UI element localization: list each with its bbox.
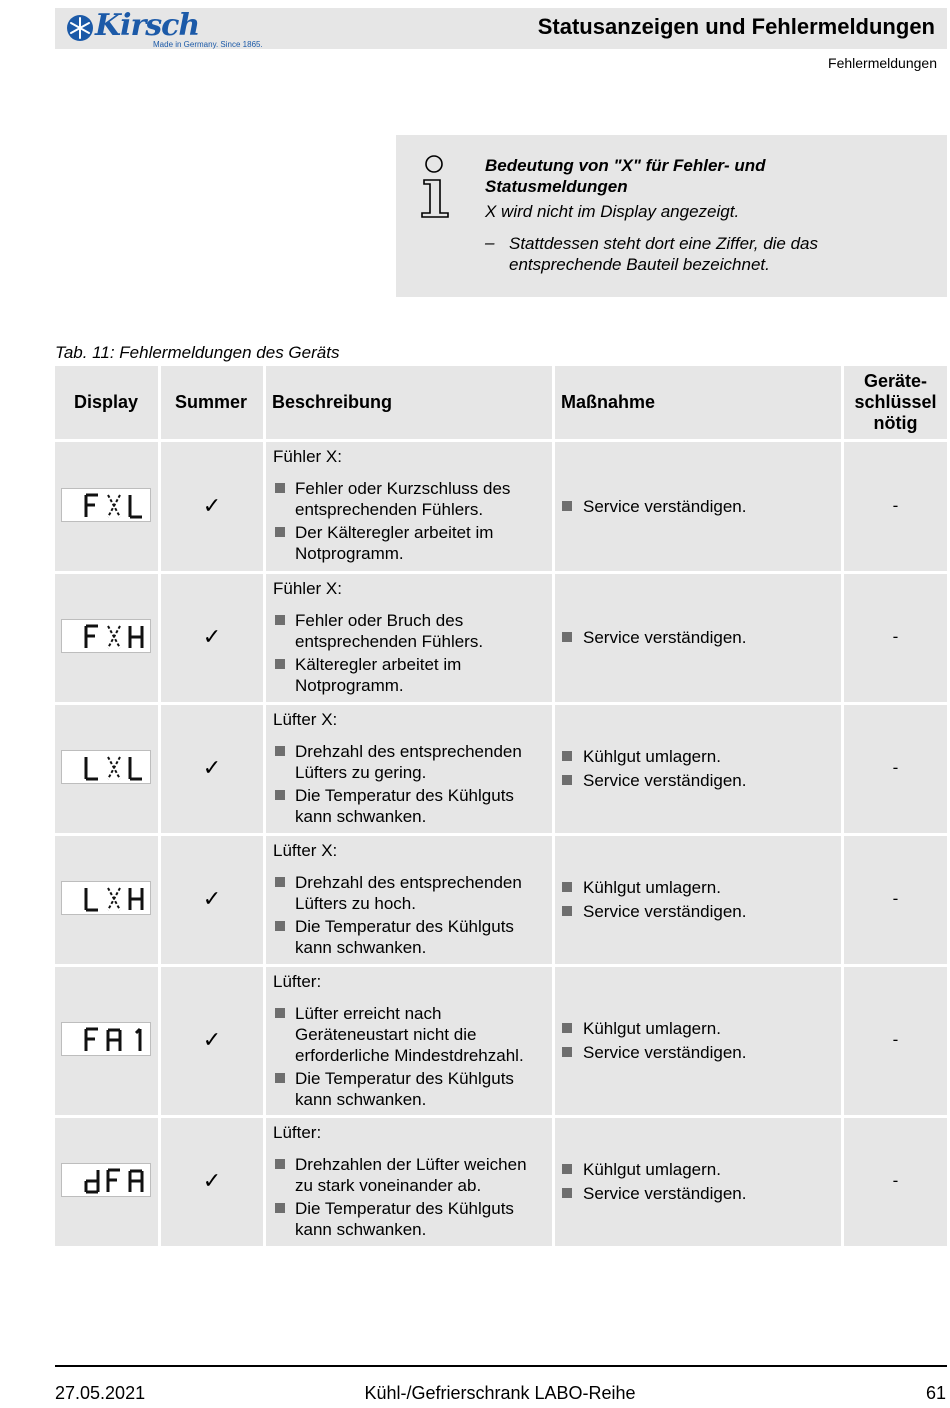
bullet-square-icon: [562, 882, 572, 892]
action-cell: [555, 705, 841, 833]
bullet-square-icon: [562, 1164, 572, 1174]
summer-cell: [161, 574, 263, 702]
bullet-square-icon: [562, 1047, 572, 1057]
table-caption: Tab. 11: Fehlermeldungen des Geräts: [55, 343, 340, 362]
display-cell: [55, 967, 158, 1115]
page-number: 61: [925, 1383, 946, 1403]
display-cell: [55, 836, 158, 964]
description-cell: [266, 1118, 552, 1246]
info-bullet: Stattdessen steht dort eine Ziffer, die das entsprechende Bauteil bezeichnet.: [509, 234, 819, 274]
header-cell-summer: [161, 366, 263, 439]
display-cell: [55, 1118, 158, 1246]
key-cell: [844, 967, 947, 1115]
display-cell: [55, 705, 158, 833]
bullet-square-icon: [275, 746, 285, 756]
header-summer: Summer: [175, 392, 248, 412]
checkmark-icon: ✓: [202, 492, 222, 518]
display-cell: [55, 442, 158, 571]
key-required-value: -: [892, 758, 899, 777]
bullet-square-icon: [562, 1023, 572, 1033]
bullet-square-icon: [562, 501, 572, 511]
lcd-display: [61, 750, 151, 784]
info-dash: –: [485, 233, 495, 252]
description-item: Fehler oder Bruch des entsprechenden Fühlers.: [295, 611, 484, 651]
snowflake-icon: [65, 14, 95, 42]
action-item: Kühlgut umlagern.: [583, 1160, 721, 1179]
description-heading: Lüfter X:: [273, 841, 338, 860]
description-cell: [266, 705, 552, 833]
bullet-square-icon: [275, 1203, 285, 1213]
lcd-glyphs: [62, 1023, 152, 1057]
description-cell: [266, 967, 552, 1115]
action-cell: [555, 836, 841, 964]
lcd-glyphs: [62, 882, 152, 916]
checkmark-icon: ✓: [202, 886, 222, 911]
summer-cell: [161, 836, 263, 964]
bullet-square-icon: [562, 1188, 572, 1198]
summer-cell: [161, 967, 263, 1115]
key-required-value: -: [892, 889, 899, 908]
description-item: Der Kälteregler arbeitet im Notprogramm.: [295, 523, 494, 563]
action-item: Service verständigen.: [583, 902, 747, 921]
bullet-square-icon: [275, 790, 285, 800]
bullet-square-icon: [275, 1159, 285, 1169]
key-required-value: -: [892, 1030, 899, 1049]
info-text: X wird nicht im Display angezeigt.: [485, 202, 740, 221]
display-cell: [55, 574, 158, 702]
description-item: Die Temperatur des Kühlguts kann schwanken.: [295, 1069, 514, 1109]
key-required-value: -: [892, 627, 899, 646]
lcd-display: [61, 488, 151, 522]
key-cell: [844, 836, 947, 964]
bullet-square-icon: [562, 632, 572, 642]
header-cell-massnahme: [555, 366, 841, 439]
bullet-square-icon: [275, 615, 285, 625]
header-bar: [55, 8, 947, 49]
lcd-display: [61, 1022, 151, 1056]
action-item: Service verständigen.: [583, 1184, 747, 1203]
action-item: Kühlgut umlagern.: [583, 878, 721, 897]
header-massnahme: Maßnahme: [561, 392, 656, 412]
description-cell: [266, 836, 552, 964]
info-title: Bedeutung von "X" für Fehler- und Statusmeldungen: [485, 156, 766, 196]
action-item: Service verständigen.: [583, 496, 747, 516]
info-box: [396, 135, 947, 297]
description-item: Die Temperatur des Kühlguts kann schwanken.: [295, 917, 514, 957]
lcd-glyphs: [62, 751, 152, 785]
header-cell-display: [55, 366, 158, 439]
description-item: Die Temperatur des Kühlguts kann schwanken.: [295, 786, 514, 826]
key-cell: [844, 442, 947, 571]
section-subtitle: Fehlermeldungen: [828, 55, 937, 71]
footer-product: Kühl-/Gefrierschrank LABO-Reihe: [364, 1383, 636, 1403]
key-required-value: -: [892, 495, 899, 515]
description-item: Drehzahl des entsprechenden Lüfters zu gering.: [295, 742, 522, 782]
info-icon: [418, 155, 458, 221]
key-cell: [844, 574, 947, 702]
action-cell: [555, 574, 841, 702]
page-title: Statusanzeigen und Fehlermeldungen: [537, 14, 935, 39]
lcd-display: [61, 1163, 151, 1197]
action-cell: [555, 1118, 841, 1246]
description-heading: Fühler X:: [273, 579, 342, 598]
description-heading: Lüfter:: [273, 972, 322, 991]
checkmark-icon: ✓: [202, 1027, 222, 1052]
header-cell-geraeteschluessel: [844, 366, 947, 439]
description-item: Drehzahlen der Lüfter weichen zu stark voneinander ab.: [295, 1155, 527, 1195]
footer-rule: [55, 1365, 947, 1367]
lcd-glyphs: [62, 489, 152, 523]
description-item: Kälteregler arbeitet im Notprogramm.: [295, 655, 462, 695]
checkmark-icon: ✓: [202, 1168, 222, 1193]
bullet-square-icon: [275, 877, 285, 887]
description-item: Fehler oder Kurzschluss des entsprechenden Fühlers.: [295, 479, 511, 519]
action-item: Kühlgut umlagern.: [583, 1019, 721, 1038]
lcd-display: [61, 619, 151, 653]
kirsch-logo: [65, 10, 265, 48]
bullet-square-icon: [275, 659, 285, 669]
bullet-square-icon: [275, 1008, 285, 1018]
description-item: Lüfter erreicht nach Geräteneustart nicht die erforderliche Mindestdrehzahl.: [295, 1004, 524, 1065]
action-cell: [555, 442, 841, 571]
summer-cell: [161, 442, 263, 571]
bullet-square-icon: [275, 527, 285, 537]
bullet-square-icon: [562, 906, 572, 916]
lcd-glyphs: [62, 1164, 152, 1198]
lcd-display: [61, 881, 151, 915]
action-item: Service verständigen.: [583, 771, 747, 790]
header-display: Display: [74, 392, 139, 412]
lcd-glyphs: [62, 620, 152, 654]
key-cell: [844, 1118, 947, 1246]
bullet-square-icon: [275, 1073, 285, 1083]
description-heading: Lüfter:: [273, 1123, 322, 1142]
bullet-square-icon: [275, 921, 285, 931]
description-item: Drehzahl des entsprechenden Lüfters zu hoch.: [295, 873, 522, 913]
logo-text: Kirsch: [95, 8, 200, 43]
description-heading: Lüfter X:: [273, 710, 338, 729]
summer-cell: [161, 705, 263, 833]
description-cell: [266, 442, 552, 571]
header-cell-beschreibung: [266, 366, 552, 439]
footer-date: 27.05.2021: [55, 1383, 146, 1403]
action-cell: [555, 967, 841, 1115]
action-item: Service verständigen.: [583, 1043, 747, 1062]
logo-tagline: Made in Germany. Since 1865.: [153, 40, 263, 49]
action-item: Service verständigen.: [583, 628, 747, 647]
header-beschreibung: Beschreibung: [272, 392, 393, 412]
key-cell: [844, 705, 947, 833]
description-heading: Fühler X:: [273, 447, 342, 466]
bullet-square-icon: [275, 483, 285, 493]
key-required-value: -: [892, 1171, 899, 1190]
checkmark-icon: ✓: [202, 624, 222, 649]
description-cell: [266, 574, 552, 702]
header-geraeteschluessel: Geräte-schlüssel nötig: [854, 371, 937, 433]
checkmark-icon: ✓: [202, 755, 222, 780]
action-item: Kühlgut umlagern.: [583, 747, 721, 766]
bullet-square-icon: [562, 775, 572, 785]
description-item: Die Temperatur des Kühlguts kann schwanken.: [295, 1199, 514, 1239]
summer-cell: [161, 1118, 263, 1246]
bullet-square-icon: [562, 751, 572, 761]
